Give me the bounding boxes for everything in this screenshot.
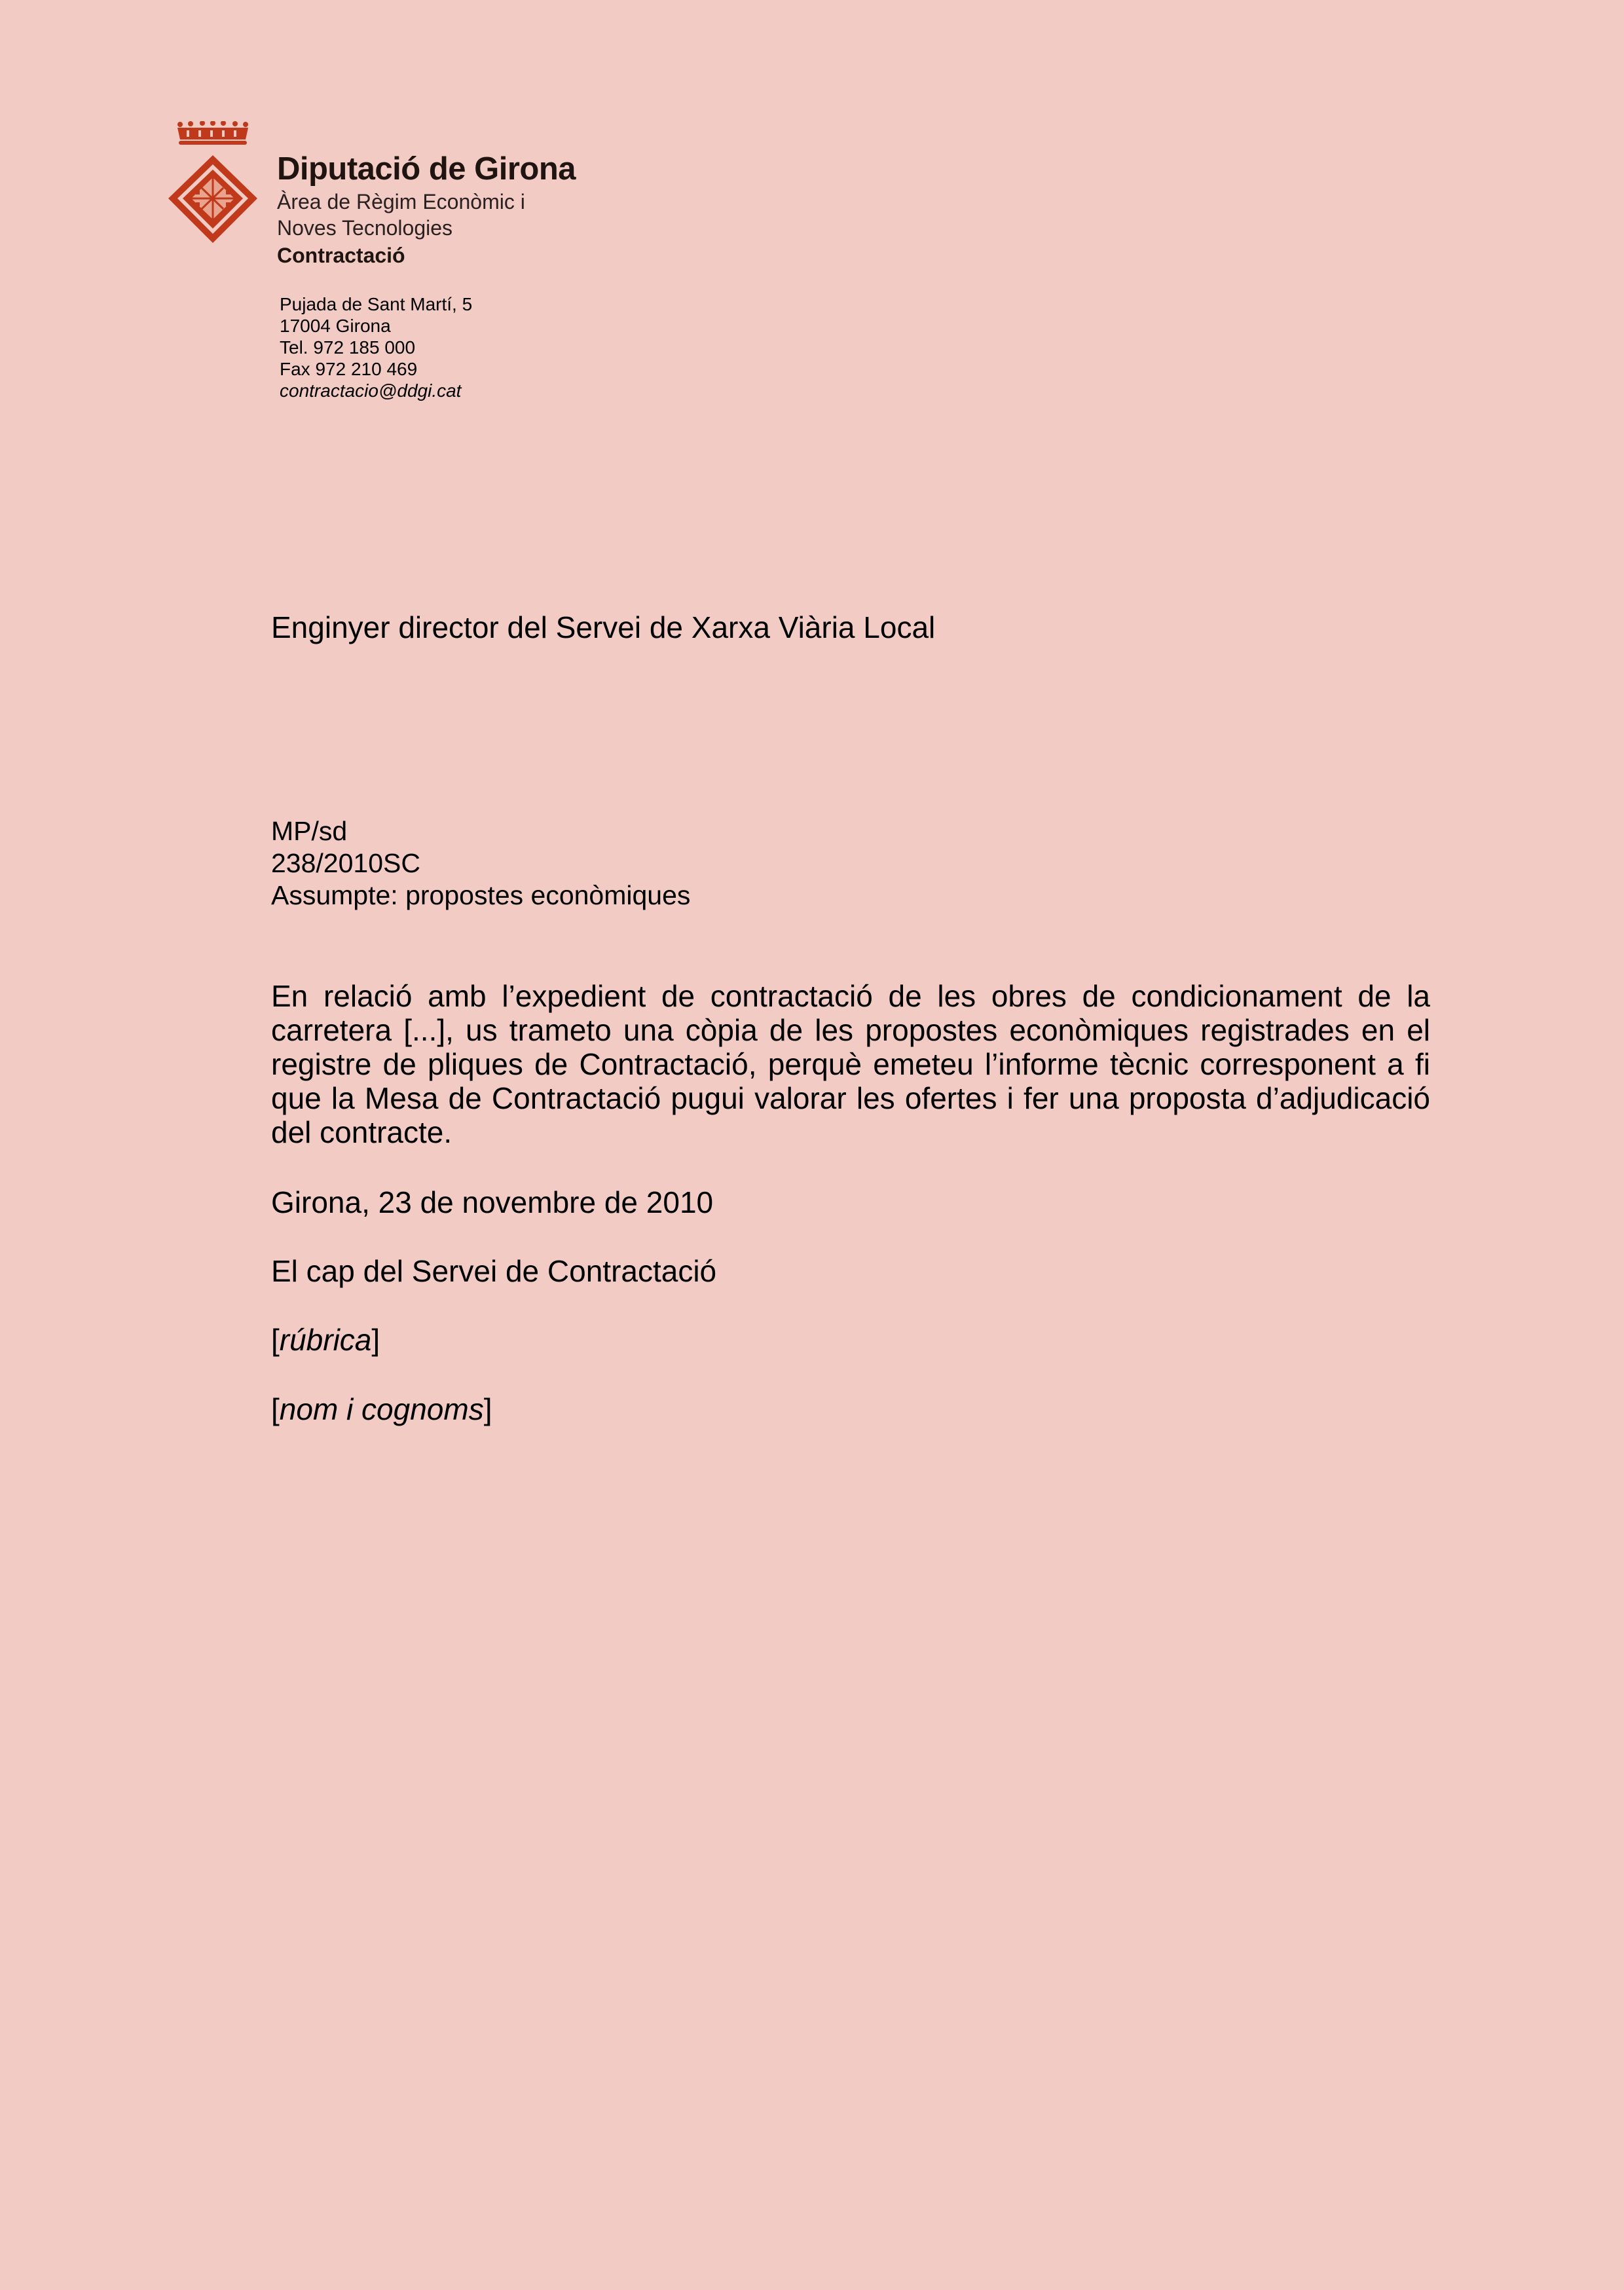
area-line-2: Noves Tecnologies — [277, 216, 453, 240]
address-city: 17004 Girona — [280, 316, 391, 336]
address-street: Pujada de Sant Martí, 5 — [280, 294, 473, 314]
address-fax: Fax 972 210 469 — [280, 359, 418, 379]
ref-file-number: 238/2010SC — [271, 848, 420, 878]
address-email: contractacio@ddgi.cat — [280, 380, 462, 401]
org-name: Diputació de Girona — [277, 151, 576, 187]
body-paragraph: En relació amb l’expedient de contractació de les obres de condicionament de la carretera [...], us trameto una còpia de les propostes econòmiques registrades en el registre de pliques de Contractació, perquè emeteu l’informe tècnic corresponent a fi que la Mesa de Contractació pugui valorar les ofertes i fer una proposta d’adjudicació del contracte. — [271, 979, 1430, 1149]
address-tel: Tel. 972 185 000 — [280, 337, 416, 358]
department-name: Contractació — [277, 244, 405, 267]
signatory-title: El cap del Servei de Contractació — [271, 1254, 717, 1288]
diputacio-girona-logo — [167, 121, 259, 246]
ref-initials: MP/sd — [271, 816, 348, 846]
name-placeholder — [271, 1391, 492, 1428]
shield-icon — [168, 155, 257, 243]
recipient: Enginyer director del Servei de Xarxa Viària Local — [271, 610, 936, 644]
address-block — [280, 293, 472, 401]
signature-rubric: rúbrica — [279, 1323, 372, 1357]
place-date: Girona, 23 de novembre de 2010 — [271, 1185, 714, 1219]
signature-placeholder — [271, 1321, 380, 1358]
name-bracket-close: ] — [483, 1392, 492, 1426]
area-line-1: Àrea de Règim Econòmic i — [277, 190, 525, 213]
name-text: nom i cognoms — [279, 1392, 484, 1426]
signature-bracket-close: ] — [371, 1323, 380, 1357]
organization-header — [277, 149, 576, 270]
signature-bracket-open: [ — [271, 1323, 280, 1357]
reference-block — [271, 815, 690, 912]
name-bracket-open: [ — [271, 1392, 280, 1426]
ref-subject: Assumpte: propostes econòmiques — [271, 880, 691, 910]
